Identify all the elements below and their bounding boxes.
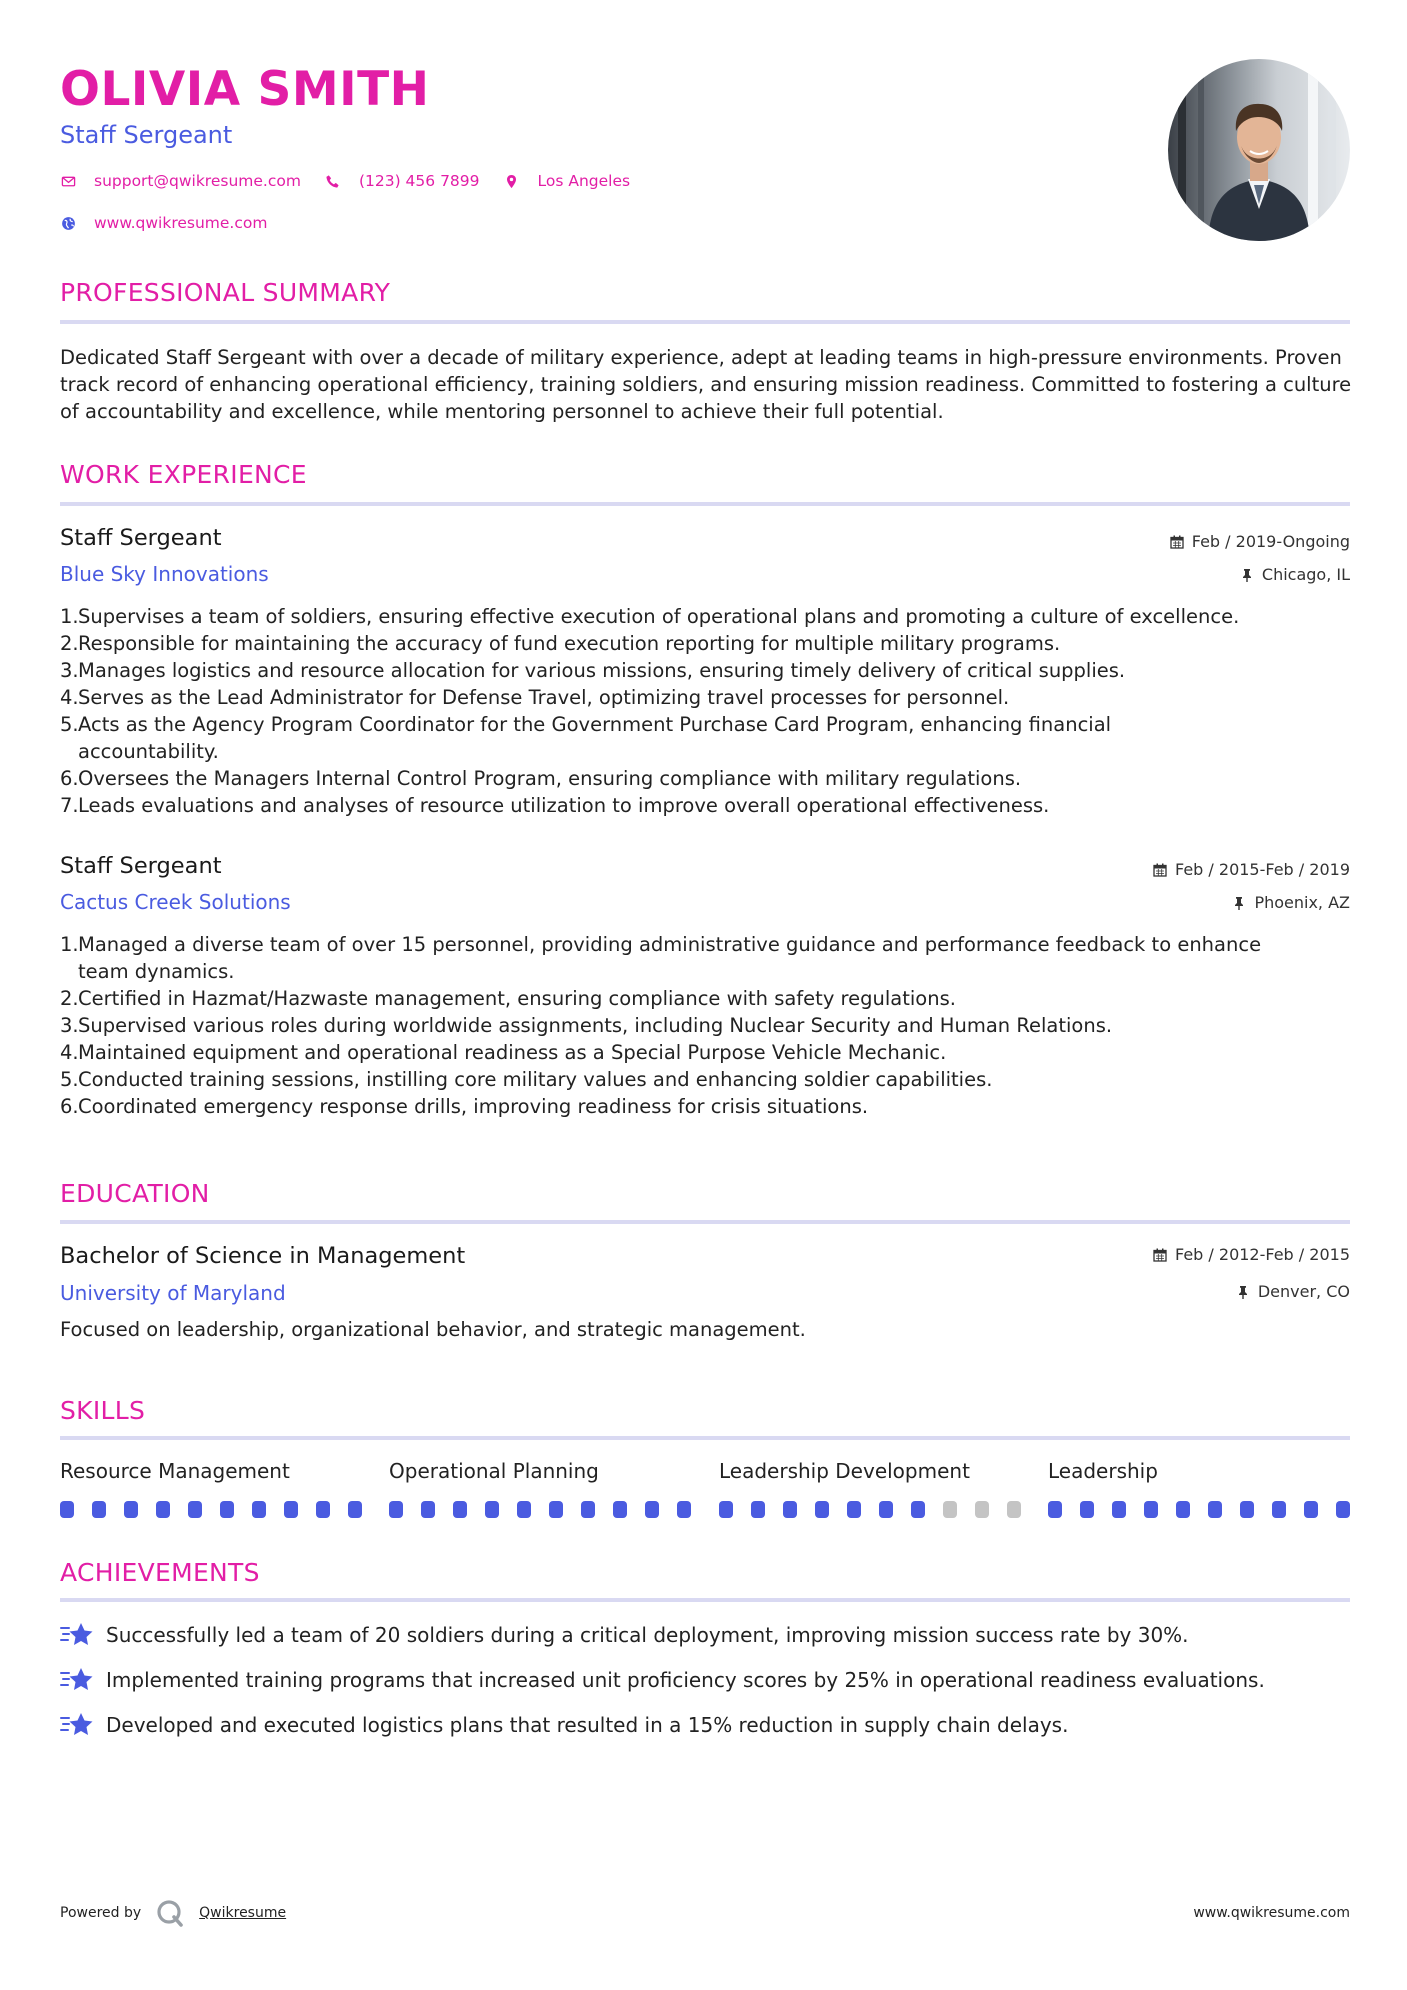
education-divider [60, 1220, 1350, 1224]
email-text: support@qwikresume.com [94, 172, 301, 190]
skill-dot-filled [1304, 1501, 1318, 1518]
skill-rating [1048, 1501, 1350, 1518]
star-icon [60, 1710, 94, 1740]
job-bullets [60, 931, 1350, 1120]
skill-dot-filled [847, 1501, 861, 1518]
qwikresume-link[interactable]: Qwikresume [199, 1905, 287, 1921]
calendar-icon [1152, 862, 1168, 878]
education-location-text: Denver, CO [1257, 1282, 1350, 1301]
skill-item [719, 1457, 1021, 1518]
skill-name: Operational Planning [389, 1459, 599, 1483]
job-dates [1152, 859, 1350, 881]
phone-text: (123) 456 7899 [358, 172, 480, 190]
job-title: Staff Sergeant [60, 525, 222, 551]
achievement-item [60, 1710, 1068, 1740]
achievement-item [60, 1665, 1265, 1695]
list-item: 5. Acts as the Agency Program Coordinator for the Government Purchase Card Program, enhancing financial accountability. [60, 713, 1112, 763]
education-location [1235, 1281, 1350, 1303]
envelope-icon [60, 173, 76, 189]
globe-icon [60, 215, 76, 231]
achievement-text: Developed and executed logistics plans that resulted in a 15% reduction in supply chain delays. [106, 1713, 1069, 1737]
contact-phone[interactable] [325, 172, 480, 190]
skill-name: Resource Management [60, 1459, 290, 1483]
skill-dot-empty [975, 1501, 989, 1518]
skill-dot-filled [645, 1501, 659, 1518]
contact-location [504, 172, 631, 190]
calendar-icon [1152, 1247, 1168, 1263]
list-item: 1. Supervises a team of soldiers, ensuring effective execution of operational plans and promoting a culture of excellence. [60, 605, 1240, 628]
skill-dot-filled [783, 1501, 797, 1518]
skill-dot-filled [911, 1501, 925, 1518]
degree-title: Bachelor of Science in Management [60, 1243, 466, 1269]
skill-name: Leadership Development [719, 1459, 970, 1483]
contact-email[interactable] [60, 172, 301, 190]
list-item: 4. Maintained equipment and operational readiness as a Special Purpose Vehicle Mechanic. [60, 1041, 947, 1064]
experience-heading: WORK EXPERIENCE [60, 460, 307, 489]
candidate-role: Staff Sergeant [60, 121, 233, 149]
job-location-text: Chicago, IL [1261, 565, 1350, 584]
skill-dot-filled [815, 1501, 829, 1518]
job-dates [1169, 531, 1350, 553]
skill-dot-filled [156, 1501, 170, 1518]
job-dates-text: Feb / 2015-Feb / 2019 [1175, 860, 1350, 879]
skill-dot-filled [485, 1501, 499, 1518]
job-company: Cactus Creek Solutions [60, 890, 291, 914]
candidate-name: OLIVIA SMITH [60, 62, 430, 117]
list-item: 1. Managed a diverse team of over 15 personnel, providing administrative guidance and performance feedback to enhance team dynamics. [60, 933, 1262, 983]
summary-divider [60, 320, 1350, 324]
list-item: 3. Manages logistics and resource allocation for various missions, ensuring timely delivery of critical supplies. [60, 659, 1126, 682]
achievement-text: Implemented training programs that increased unit proficiency scores by 25% in operational readiness evaluations. [106, 1668, 1265, 1692]
skill-dot-filled [1208, 1501, 1222, 1518]
education-description: Focused on leadership, organizational behavior, and strategic management. [60, 1318, 806, 1341]
website-text: www.qwikresume.com [94, 214, 268, 232]
list-item: 5. Conducted training sessions, instilling core military values and enhancing soldier capabilities. [60, 1068, 993, 1091]
list-item: 3. Supervised various roles during worldwide assignments, including Nuclear Security and Human Relations. [60, 1014, 1113, 1037]
list-item: 6. Coordinated emergency response drills, improving readiness for crisis situations. [60, 1095, 869, 1118]
skill-dot-filled [1176, 1501, 1190, 1518]
skill-dot-empty [1007, 1501, 1021, 1518]
star-icon [60, 1665, 94, 1695]
achievement-text: Successfully led a team of 20 soldiers during a critical deployment, improving mission success rate by 30%. [106, 1623, 1189, 1647]
contact-website[interactable] [60, 214, 267, 232]
list-item: 7. Leads evaluations and analyses of resource utilization to improve overall operational effectiveness. [60, 794, 1050, 817]
education-dates [1152, 1244, 1350, 1266]
skill-item [60, 1457, 362, 1518]
job-bullets [60, 603, 1350, 819]
skill-dot-filled [348, 1501, 362, 1518]
skill-dot-filled [581, 1501, 595, 1518]
calendar-icon [1169, 534, 1185, 550]
skill-rating [719, 1501, 1021, 1518]
website-row [60, 214, 291, 232]
skill-rating [60, 1501, 362, 1518]
skill-dot-filled [1112, 1501, 1126, 1518]
footer-powered [60, 1898, 286, 1928]
skill-dot-filled [389, 1501, 403, 1518]
summary-heading: PROFESSIONAL SUMMARY [60, 278, 391, 307]
skill-dot-filled [252, 1501, 266, 1518]
experience-divider [60, 502, 1350, 506]
skill-dot-filled [517, 1501, 531, 1518]
job-company: Blue Sky Innovations [60, 562, 269, 586]
skill-dot-filled [1336, 1501, 1350, 1518]
skill-dot-filled [60, 1501, 74, 1518]
summary-text: Dedicated Staff Sergeant with over a decade of military experience, adept at leading teams in high-pressure environments. Proven track record of enhancing operational efficiency, training soldiers, and ensuring mission readiness. Committed to fostering a culture of accountability and excellence, while mentoring personnel to achieve their full potential. [60, 346, 1352, 423]
pushpin-icon [1239, 567, 1255, 583]
skill-item [389, 1457, 691, 1518]
skill-dot-filled [220, 1501, 234, 1518]
skill-dot-filled [1240, 1501, 1254, 1518]
skill-dot-filled [188, 1501, 202, 1518]
skill-dot-filled [284, 1501, 298, 1518]
map-pin-icon [504, 173, 520, 189]
skill-dot-filled [751, 1501, 765, 1518]
qwikresume-logo-icon [155, 1898, 185, 1928]
list-item: 2. Responsible for maintaining the accuracy of fund execution reporting for multiple military programs. [60, 632, 1061, 655]
skill-dot-filled [719, 1501, 733, 1518]
job-location [1231, 892, 1350, 914]
job-location-text: Phoenix, AZ [1254, 893, 1350, 912]
skills-divider [60, 1436, 1350, 1440]
star-icon [60, 1620, 94, 1650]
skill-dot-filled [879, 1501, 893, 1518]
location-text: Los Angeles [537, 172, 631, 190]
list-item: 6. Oversees the Managers Internal Control Program, ensuring compliance with military regulations. [60, 767, 1022, 790]
skill-name: Leadership [1048, 1459, 1158, 1483]
powered-by-label: Powered by [60, 1905, 142, 1921]
job-title: Staff Sergeant [60, 853, 222, 879]
list-item: 4. Serves as the Lead Administrator for Defense Travel, optimizing travel processes for personnel. [60, 686, 1010, 709]
achievement-item [60, 1620, 1189, 1650]
skill-dot-filled [613, 1501, 627, 1518]
skill-dot-filled [677, 1501, 691, 1518]
achievements-divider [60, 1598, 1350, 1602]
list-item: 2. Certified in Hazmat/Hazwaste management, ensuring compliance with safety regulations. [60, 987, 956, 1010]
skill-dot-filled [1048, 1501, 1062, 1518]
education-dates-text: Feb / 2012-Feb / 2015 [1175, 1245, 1350, 1264]
skill-dot-filled [453, 1501, 467, 1518]
profile-photo [1168, 59, 1350, 241]
skill-dot-filled [549, 1501, 563, 1518]
skill-dot-filled [1144, 1501, 1158, 1518]
achievements-heading: ACHIEVEMENTS [60, 1558, 260, 1587]
phone-icon [325, 173, 341, 189]
skill-dot-filled [92, 1501, 106, 1518]
skill-dot-filled [316, 1501, 330, 1518]
skill-item [1048, 1457, 1350, 1518]
pushpin-icon [1235, 1284, 1251, 1300]
contact-row [60, 172, 654, 190]
school-name: University of Maryland [60, 1281, 286, 1305]
education-heading: EDUCATION [60, 1179, 210, 1208]
skill-dot-filled [1272, 1501, 1286, 1518]
job-dates-text: Feb / 2019-Ongoing [1191, 532, 1350, 551]
skill-rating [389, 1501, 691, 1518]
footer-website[interactable]: www.qwikresume.com [1193, 1905, 1350, 1921]
job-location [1239, 564, 1350, 586]
skill-dot-empty [943, 1501, 957, 1518]
skill-dot-filled [1080, 1501, 1094, 1518]
pushpin-icon [1231, 895, 1247, 911]
skill-dot-filled [421, 1501, 435, 1518]
skills-heading: SKILLS [60, 1396, 146, 1425]
skill-dot-filled [124, 1501, 138, 1518]
